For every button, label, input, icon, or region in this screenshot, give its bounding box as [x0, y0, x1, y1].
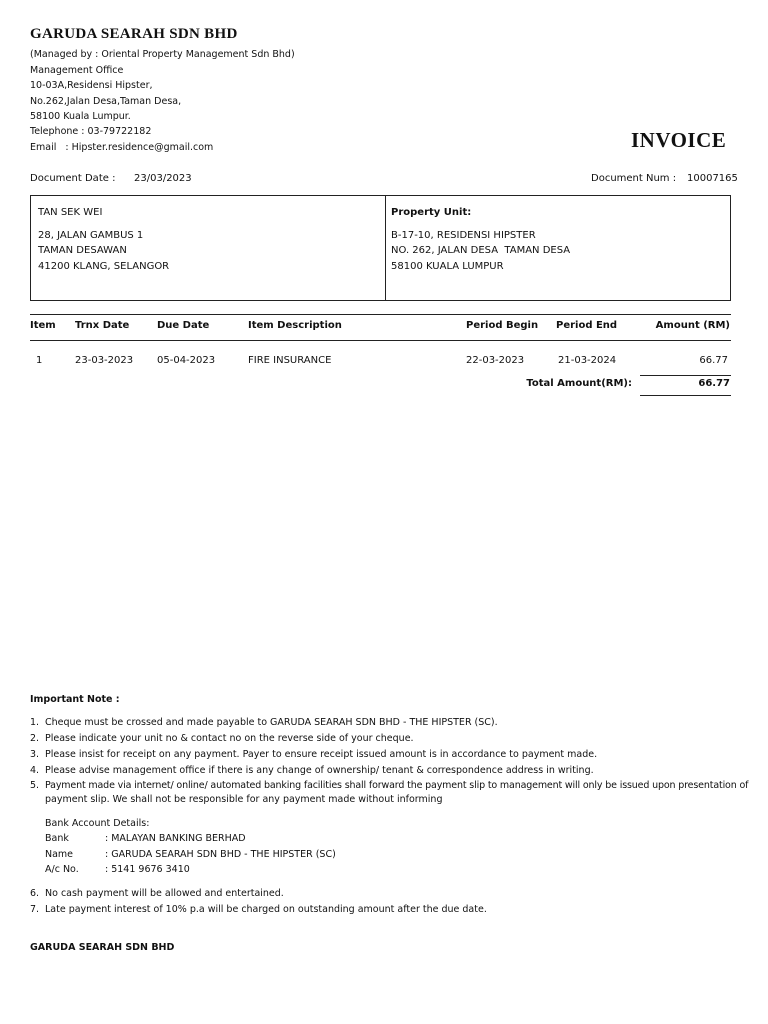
note-item [30, 717, 498, 728]
note-number: 6. [30, 888, 40, 899]
box-divider [385, 196, 386, 300]
address-line-3: 58100 Kuala Lumpur. [30, 111, 131, 122]
note-number: 3. [30, 749, 40, 760]
account-number-label: A/c No. [45, 864, 79, 875]
note-number: 5. [30, 780, 40, 791]
header-trnx-date: Trnx Date [75, 320, 130, 331]
bank-value: : MALAYAN BANKING BERHAD [105, 833, 246, 844]
header-period-end: Period End [556, 320, 618, 331]
note-item [30, 904, 487, 915]
bank-details-title: Bank Account Details: [45, 818, 150, 829]
total-bottom-rule [640, 395, 731, 396]
note-text: No cash payment will be allowed and entertained. [45, 888, 284, 899]
note-text: Please insist for receipt on any payment. Payer to ensure receipt issued amount is in accordance to payment made. [45, 749, 598, 760]
row-description: FIRE INSURANCE [248, 355, 332, 366]
table-top-rule [30, 314, 731, 315]
table-header-rule [30, 340, 731, 341]
note-item [30, 765, 594, 776]
email: Email : Hipster.residence@gmail.com [30, 142, 214, 153]
customer-block [38, 205, 169, 274]
customer-address-2: TAMAN DESAWAN [38, 245, 127, 256]
note-text-continued: payment slip. We shall not be responsible for any payment made without informing [45, 794, 443, 805]
row-due-date: 05-04-2023 [157, 355, 216, 366]
footer-company-name: GARUDA SEARAH SDN BHD [30, 942, 175, 953]
note-text: Late payment interest of 10% p.a will be charged on outstanding amount after the due date. [45, 904, 487, 915]
note-text: Payment made via internet/ online/ automated banking facilities shall forward the payment slip to management will only be issued upon presentation of [45, 780, 749, 791]
note-text: Please indicate your unit no & contact no on the reverse side of your cheque. [45, 733, 414, 744]
account-number-value: : 5141 9676 3410 [105, 864, 190, 875]
document-date-label: Document Date : [30, 173, 116, 184]
total-top-rule [640, 375, 731, 376]
note-item [30, 733, 414, 744]
note-number: 4. [30, 765, 40, 776]
note-item [30, 780, 748, 791]
company-name: GARUDA SEARAH SDN BHD [30, 26, 238, 42]
row-item: 1 [36, 355, 43, 366]
property-line-1: B-17-10, RESIDENSI HIPSTER [391, 229, 536, 241]
document-date-value: 23/03/2023 [134, 173, 192, 184]
address-line-1: 10-03A,Residensi Hipster, [30, 80, 153, 91]
header-due-date: Due Date [157, 320, 210, 331]
note-number: 7. [30, 904, 40, 915]
note-number: 1. [30, 717, 40, 728]
managed-by: (Managed by : Oriental Property Management Sdn Bhd) [30, 49, 295, 60]
account-name-label: Name [45, 849, 74, 860]
address-line-2: No.262,Jalan Desa,Taman Desa, [30, 96, 182, 107]
important-note-title: Important Note : [30, 694, 120, 705]
document-num-value: 10007165 [687, 173, 738, 184]
row-period-begin: 22-03-2023 [466, 355, 525, 366]
customer-address-1: 28, JALAN GAMBUS 1 [38, 229, 144, 241]
property-block [391, 205, 570, 274]
row-period-end: 21-03-2024 [558, 355, 617, 366]
note-number: 2. [30, 733, 40, 744]
invoice-title: INVOICE [631, 128, 727, 152]
header-period-begin: Period Begin [466, 320, 539, 331]
property-line-2: NO. 262, JALAN DESA TAMAN DESA [391, 245, 571, 256]
account-name-value: : GARUDA SEARAH SDN BHD - THE HIPSTER (SC) [105, 849, 336, 860]
telephone: Telephone : 03-79722182 [30, 126, 152, 137]
header-amount: Amount (RM) [655, 320, 730, 331]
bank-label: Bank [45, 833, 69, 844]
office-label: Management Office [30, 65, 124, 76]
total-amount-label: Total Amount(RM): [526, 378, 632, 389]
property-line-3: 58100 KUALA LUMPUR [391, 260, 504, 272]
header-item-description: Item Description [248, 320, 342, 331]
row-amount: 66.77 [699, 355, 728, 366]
customer-name: TAN SEK WEI [38, 207, 103, 218]
header-item: Item [30, 320, 56, 331]
note-text: Cheque must be crossed and made payable to GARUDA SEARAH SDN BHD - THE HIPSTER (SC). [45, 717, 498, 728]
note-item [30, 888, 284, 899]
total-amount-value: 66.77 [698, 378, 730, 389]
address-box [30, 195, 731, 301]
customer-address-3: 41200 KLANG, SELANGOR [38, 260, 170, 272]
note-item [30, 749, 597, 760]
document-num-label: Document Num : [591, 173, 677, 184]
property-unit-label: Property Unit: [391, 207, 472, 218]
note-text: Please advise management office if there is any change of ownership/ tenant & correspondence address in writing. [45, 765, 594, 776]
row-trnx-date: 23-03-2023 [75, 355, 134, 366]
